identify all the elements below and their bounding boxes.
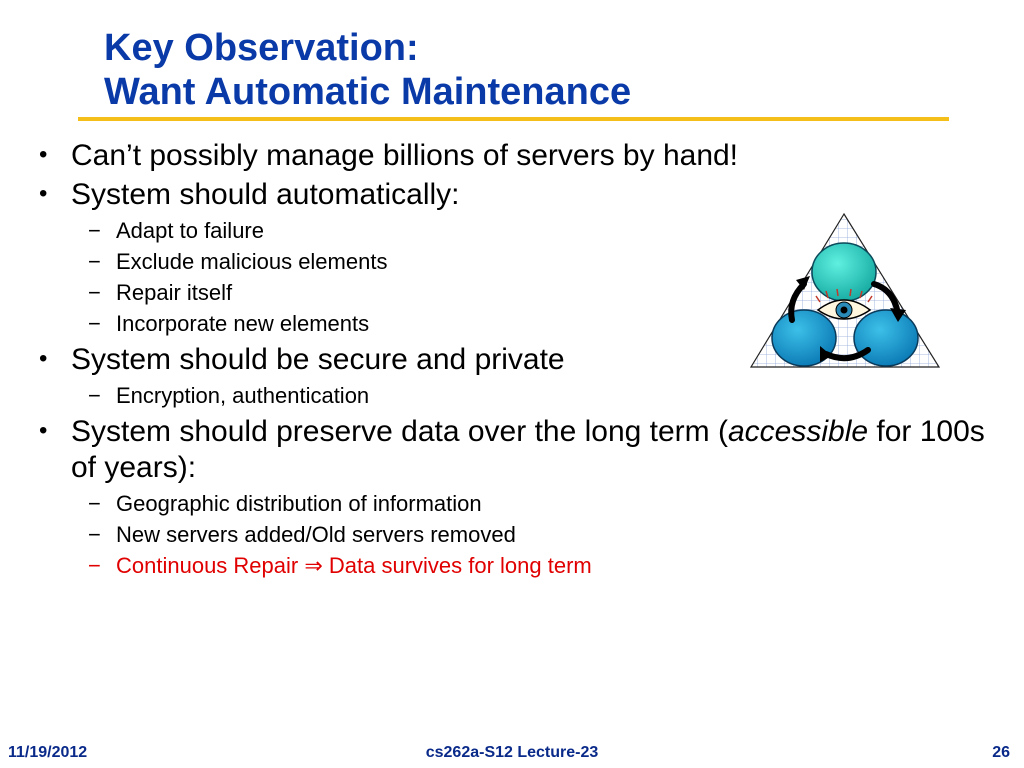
bullet-item [36, 177, 996, 213]
sub-bullet-item [36, 491, 996, 517]
bullet-text-before: System should preserve data over the long term ( [71, 415, 728, 448]
triangle-grid-diagram [748, 210, 942, 370]
bullet-text [71, 415, 985, 484]
bullet-text: System should automatically: [71, 178, 460, 211]
bullet-dot: • [39, 180, 48, 207]
sub-bullet-text: Geographic distribution of information [116, 491, 482, 516]
sub-bullet-text: Continuous Repair ⇒ Data survives for long term [116, 553, 592, 578]
title-line-2: Want Automatic Maintenance [104, 71, 632, 113]
bullet-item [36, 138, 996, 174]
sub-bullet-text: Adapt to failure [116, 218, 264, 243]
title-line-1: Key Observation: [104, 27, 419, 69]
node-top [812, 243, 876, 301]
footer-date: 11/19/2012 [8, 744, 88, 761]
bullet-text-emphasis: accessible [727, 415, 869, 448]
sub-bullet-dash: − [88, 491, 101, 516]
slide-title [104, 26, 631, 114]
sub-bullet-item [36, 383, 996, 409]
bullet-dot: • [39, 141, 48, 168]
sub-bullet-dash: − [88, 280, 101, 305]
bullet-item [36, 414, 996, 486]
bullet-text-after: for 100s of years): [71, 415, 985, 484]
sub-bullet-item-highlight [36, 553, 996, 579]
bullet-text: Can’t possibly manage billions of servers by hand! [71, 139, 739, 172]
footer-course: cs262a-S12 Lecture-23 [425, 744, 599, 761]
sub-bullet-dash: − [88, 311, 101, 336]
sub-bullet-dash: − [88, 218, 101, 243]
sub-bullet-text: Exclude malicious elements [116, 249, 388, 274]
sub-bullet-dash: − [88, 383, 101, 408]
sub-bullet-text: Repair itself [116, 280, 233, 305]
node-right [854, 310, 918, 366]
footer-page-number: 26 [992, 744, 1010, 761]
title-underline [78, 117, 949, 121]
bullet-dot: • [39, 345, 48, 372]
sub-bullet-text: Incorporate new elements [116, 311, 370, 336]
sub-bullet-dash: − [88, 249, 101, 274]
sub-bullet-text: New servers added/Old servers removed [116, 522, 516, 547]
bullet-text: System should be secure and private [71, 343, 565, 376]
sub-bullet-dash: − [88, 522, 101, 547]
sub-bullet-dash: − [88, 553, 101, 578]
sub-bullet-item [36, 522, 996, 548]
bullet-dot: • [39, 417, 48, 444]
sub-bullet-text: Encryption, authentication [116, 383, 370, 408]
